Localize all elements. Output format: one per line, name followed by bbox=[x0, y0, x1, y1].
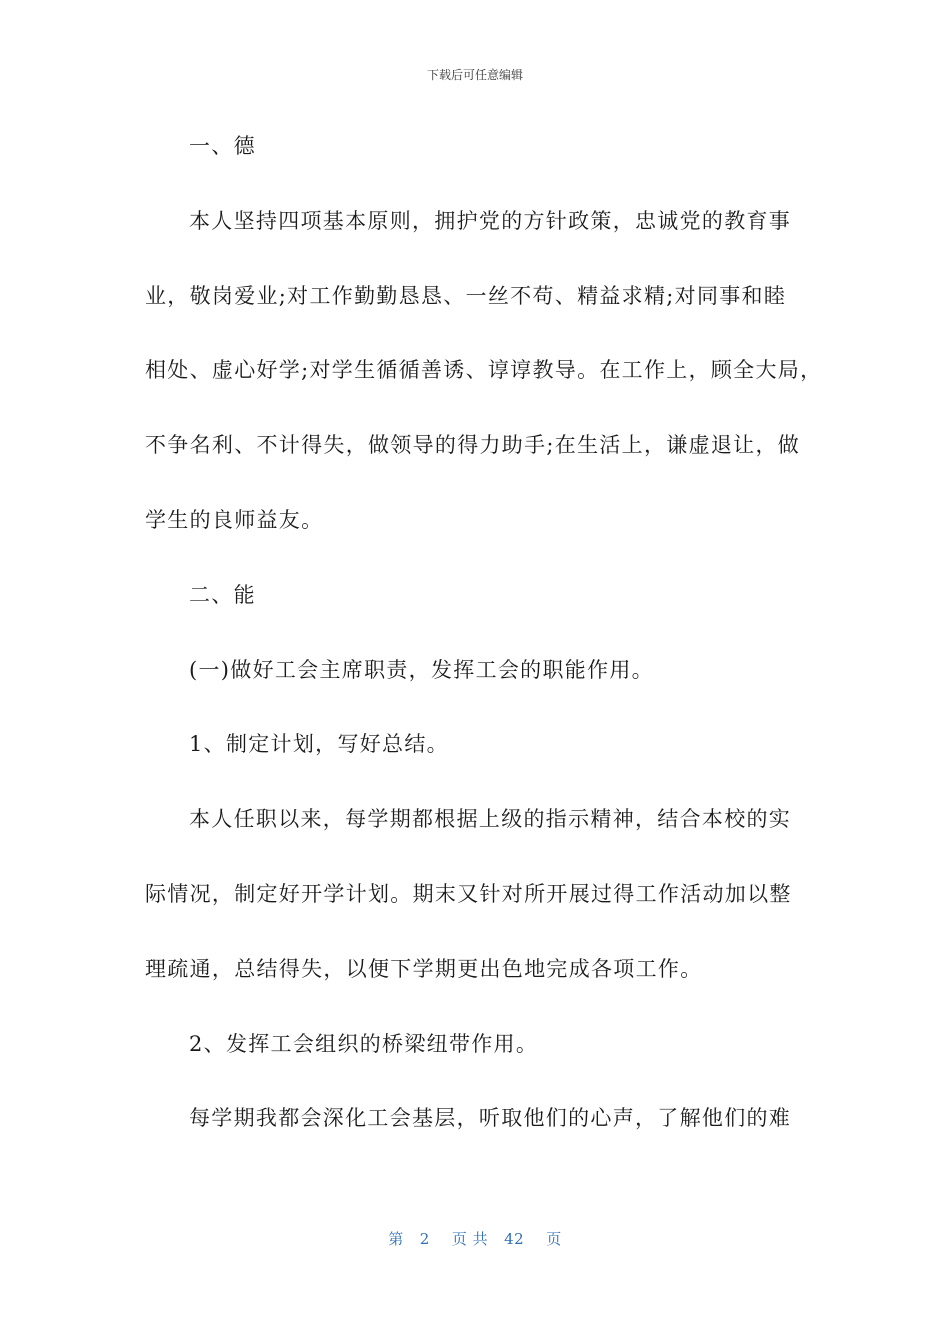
paragraph-line: 相处、虚心好学;对学生循循善诱、谆谆教导。在工作上，顾全大局， bbox=[145, 358, 823, 383]
item-heading: 1、制定计划，写好总结。 bbox=[189, 732, 449, 757]
total-pages-number: 42 bbox=[504, 1230, 525, 1248]
paragraph-line: 际情况，制定好开学计划。期末又针对所开展过得工作活动加以整 bbox=[145, 881, 792, 906]
paragraph-line: 本人坚持四项基本原则，拥护党的方针政策，忠诚党的教育事 bbox=[189, 208, 792, 233]
footer-suffix: 页 bbox=[546, 1230, 562, 1248]
page-footer bbox=[0, 1228, 950, 1249]
item-heading: 2、发挥工会组织的桥梁纽带作用。 bbox=[189, 1031, 539, 1056]
paragraph-line: 业，敬岗爱业;对工作勤勤恳恳、一丝不苟、精益求精;对同事和睦 bbox=[145, 283, 787, 308]
paragraph-line: 不争名利、不计得失，做领导的得力助手;在生活上，谦虚退让，做 bbox=[145, 433, 801, 458]
footer-prefix: 第 bbox=[388, 1230, 404, 1248]
paragraph-line: 每学期我都会深化工会基层，听取他们的心声，了解他们的难 bbox=[189, 1106, 792, 1131]
section-heading-virtue: 一、德 bbox=[189, 134, 256, 158]
header-note: 下载后可任意编辑 bbox=[426, 68, 523, 82]
section-heading-ability: 二、能 bbox=[189, 582, 256, 607]
current-page-number: 2 bbox=[419, 1230, 430, 1248]
paragraph-line: 本人任职以来，每学期都根据上级的指示精神，结合本校的实 bbox=[189, 807, 792, 832]
paragraph-line: 学生的良师益友。 bbox=[145, 507, 324, 532]
subsection-heading: (一)做好工会主席职责，发挥工会的职能作用。 bbox=[189, 657, 654, 682]
document-body bbox=[145, 126, 823, 1173]
footer-middle: 页 共 bbox=[451, 1230, 489, 1248]
paragraph-line: 理疏通，总结得失，以便下学期更出色地完成各项工作。 bbox=[145, 956, 703, 981]
